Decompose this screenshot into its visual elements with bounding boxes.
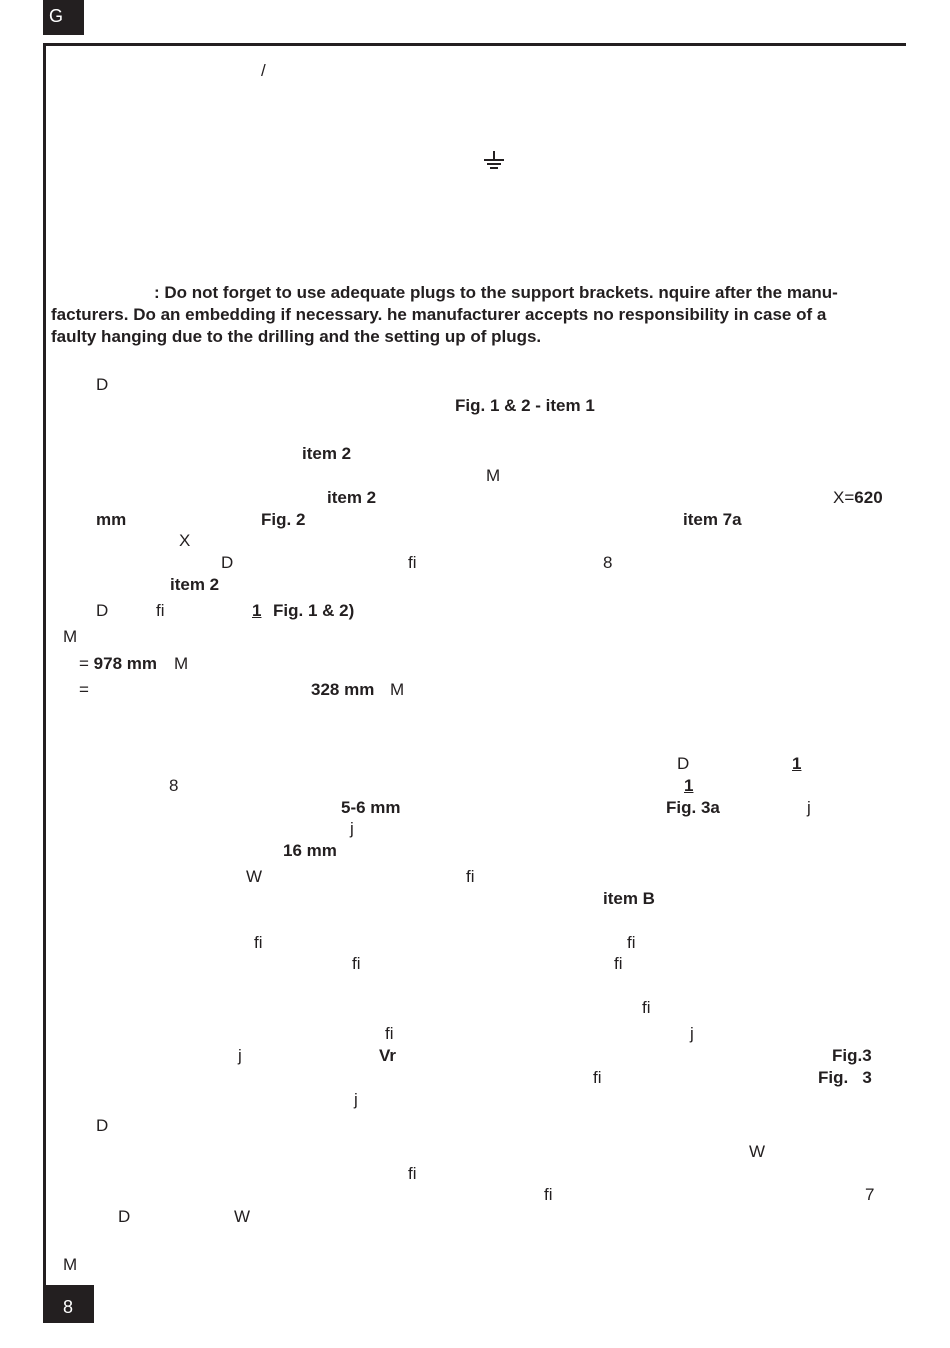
measurement: 5-6 mm (341, 798, 401, 817)
text-fragment: = (79, 680, 89, 699)
measurement: 328 mm (311, 680, 375, 699)
ground-symbol-icon (482, 150, 506, 172)
text-fragment: fi (544, 1185, 553, 1204)
item-reference: item 7a (683, 510, 742, 529)
top-rule (43, 43, 906, 46)
text-fragment: D (677, 754, 690, 773)
text-fragment: Vr (379, 1046, 397, 1065)
measurement: mm (96, 510, 127, 529)
text-fragment: 8 (603, 553, 613, 572)
text-fragment: fi (466, 867, 475, 886)
item-number: 1 (684, 776, 694, 795)
warning-line: faulty hanging due to the drilling and the setting up of plugs. (51, 327, 542, 346)
section-tab: G (43, 0, 84, 35)
figure-reference: Fig. 2 (261, 510, 306, 529)
item-reference: item B (603, 889, 655, 908)
warning-note (51, 282, 901, 348)
item-number: 1 (252, 601, 262, 620)
text-fragment: fi (408, 1164, 417, 1183)
text-fragment: M (486, 466, 501, 485)
text-fragment: 8 (169, 776, 179, 795)
text-fragment: M (390, 680, 405, 699)
text-fragment: fi (593, 1068, 602, 1087)
item-number: 1 (792, 754, 802, 773)
measurement: 620 (854, 488, 883, 507)
text-fragment: fi (408, 553, 417, 572)
text-fragment: j (354, 1090, 358, 1109)
text-fragment: D (221, 553, 234, 572)
measurement: 978 mm (93, 654, 157, 673)
text-fragment: = (79, 654, 94, 673)
text-fragment: X= (833, 488, 855, 507)
text-fragment: fi (352, 954, 361, 973)
text-fragment: D (96, 1116, 109, 1135)
figure-reference: Fig. 3 (818, 1068, 872, 1087)
text-fragment (833, 488, 883, 508)
item-reference: item 2 (170, 575, 220, 594)
figure-reference: Fig.3 (832, 1046, 872, 1065)
text-fragment: fi (627, 933, 636, 952)
text-fragment: X (179, 531, 191, 550)
text-fragment: fi (614, 954, 623, 973)
text-fragment: D (96, 375, 109, 394)
text-fragment: M (63, 1255, 78, 1274)
measurement: 16 mm (283, 841, 337, 860)
text-fragment: fi (642, 998, 651, 1017)
text-fragment: M (174, 654, 189, 673)
warning-line: : Do not forget to use adequate plugs to the support brackets. nquire after the manu- (154, 283, 838, 302)
text-fragment: D (118, 1207, 131, 1226)
text-fragment: D (96, 601, 109, 620)
text-fragment: / (261, 61, 266, 80)
text-fragment: fi (156, 601, 165, 620)
text-fragment (79, 654, 157, 674)
text-fragment: 7 (865, 1185, 875, 1204)
text-fragment: j (238, 1046, 242, 1065)
text-fragment: W (246, 867, 263, 886)
figure-reference: Fig. 1 & 2 - item 1 (455, 396, 595, 415)
item-reference: item 2 (327, 488, 377, 507)
item-reference: item 2 (302, 444, 352, 463)
text-fragment: W (234, 1207, 251, 1226)
text-fragment: fi (254, 933, 263, 952)
warning-line: facturers. Do an embedding if necessary. he manufacturer accepts no responsibility in case of a (51, 305, 827, 324)
figure-reference: Fig. 1 & 2) (273, 601, 355, 620)
figure-reference: Fig. 3a (666, 798, 720, 817)
text-fragment: fi (385, 1024, 394, 1043)
text-fragment: j (350, 819, 354, 838)
text-fragment: j (690, 1024, 694, 1043)
left-rule (43, 43, 46, 1323)
text-fragment: W (749, 1142, 766, 1161)
text-fragment: M (63, 627, 78, 646)
text-fragment: j (807, 798, 811, 817)
page-number: 8 (43, 1285, 94, 1323)
